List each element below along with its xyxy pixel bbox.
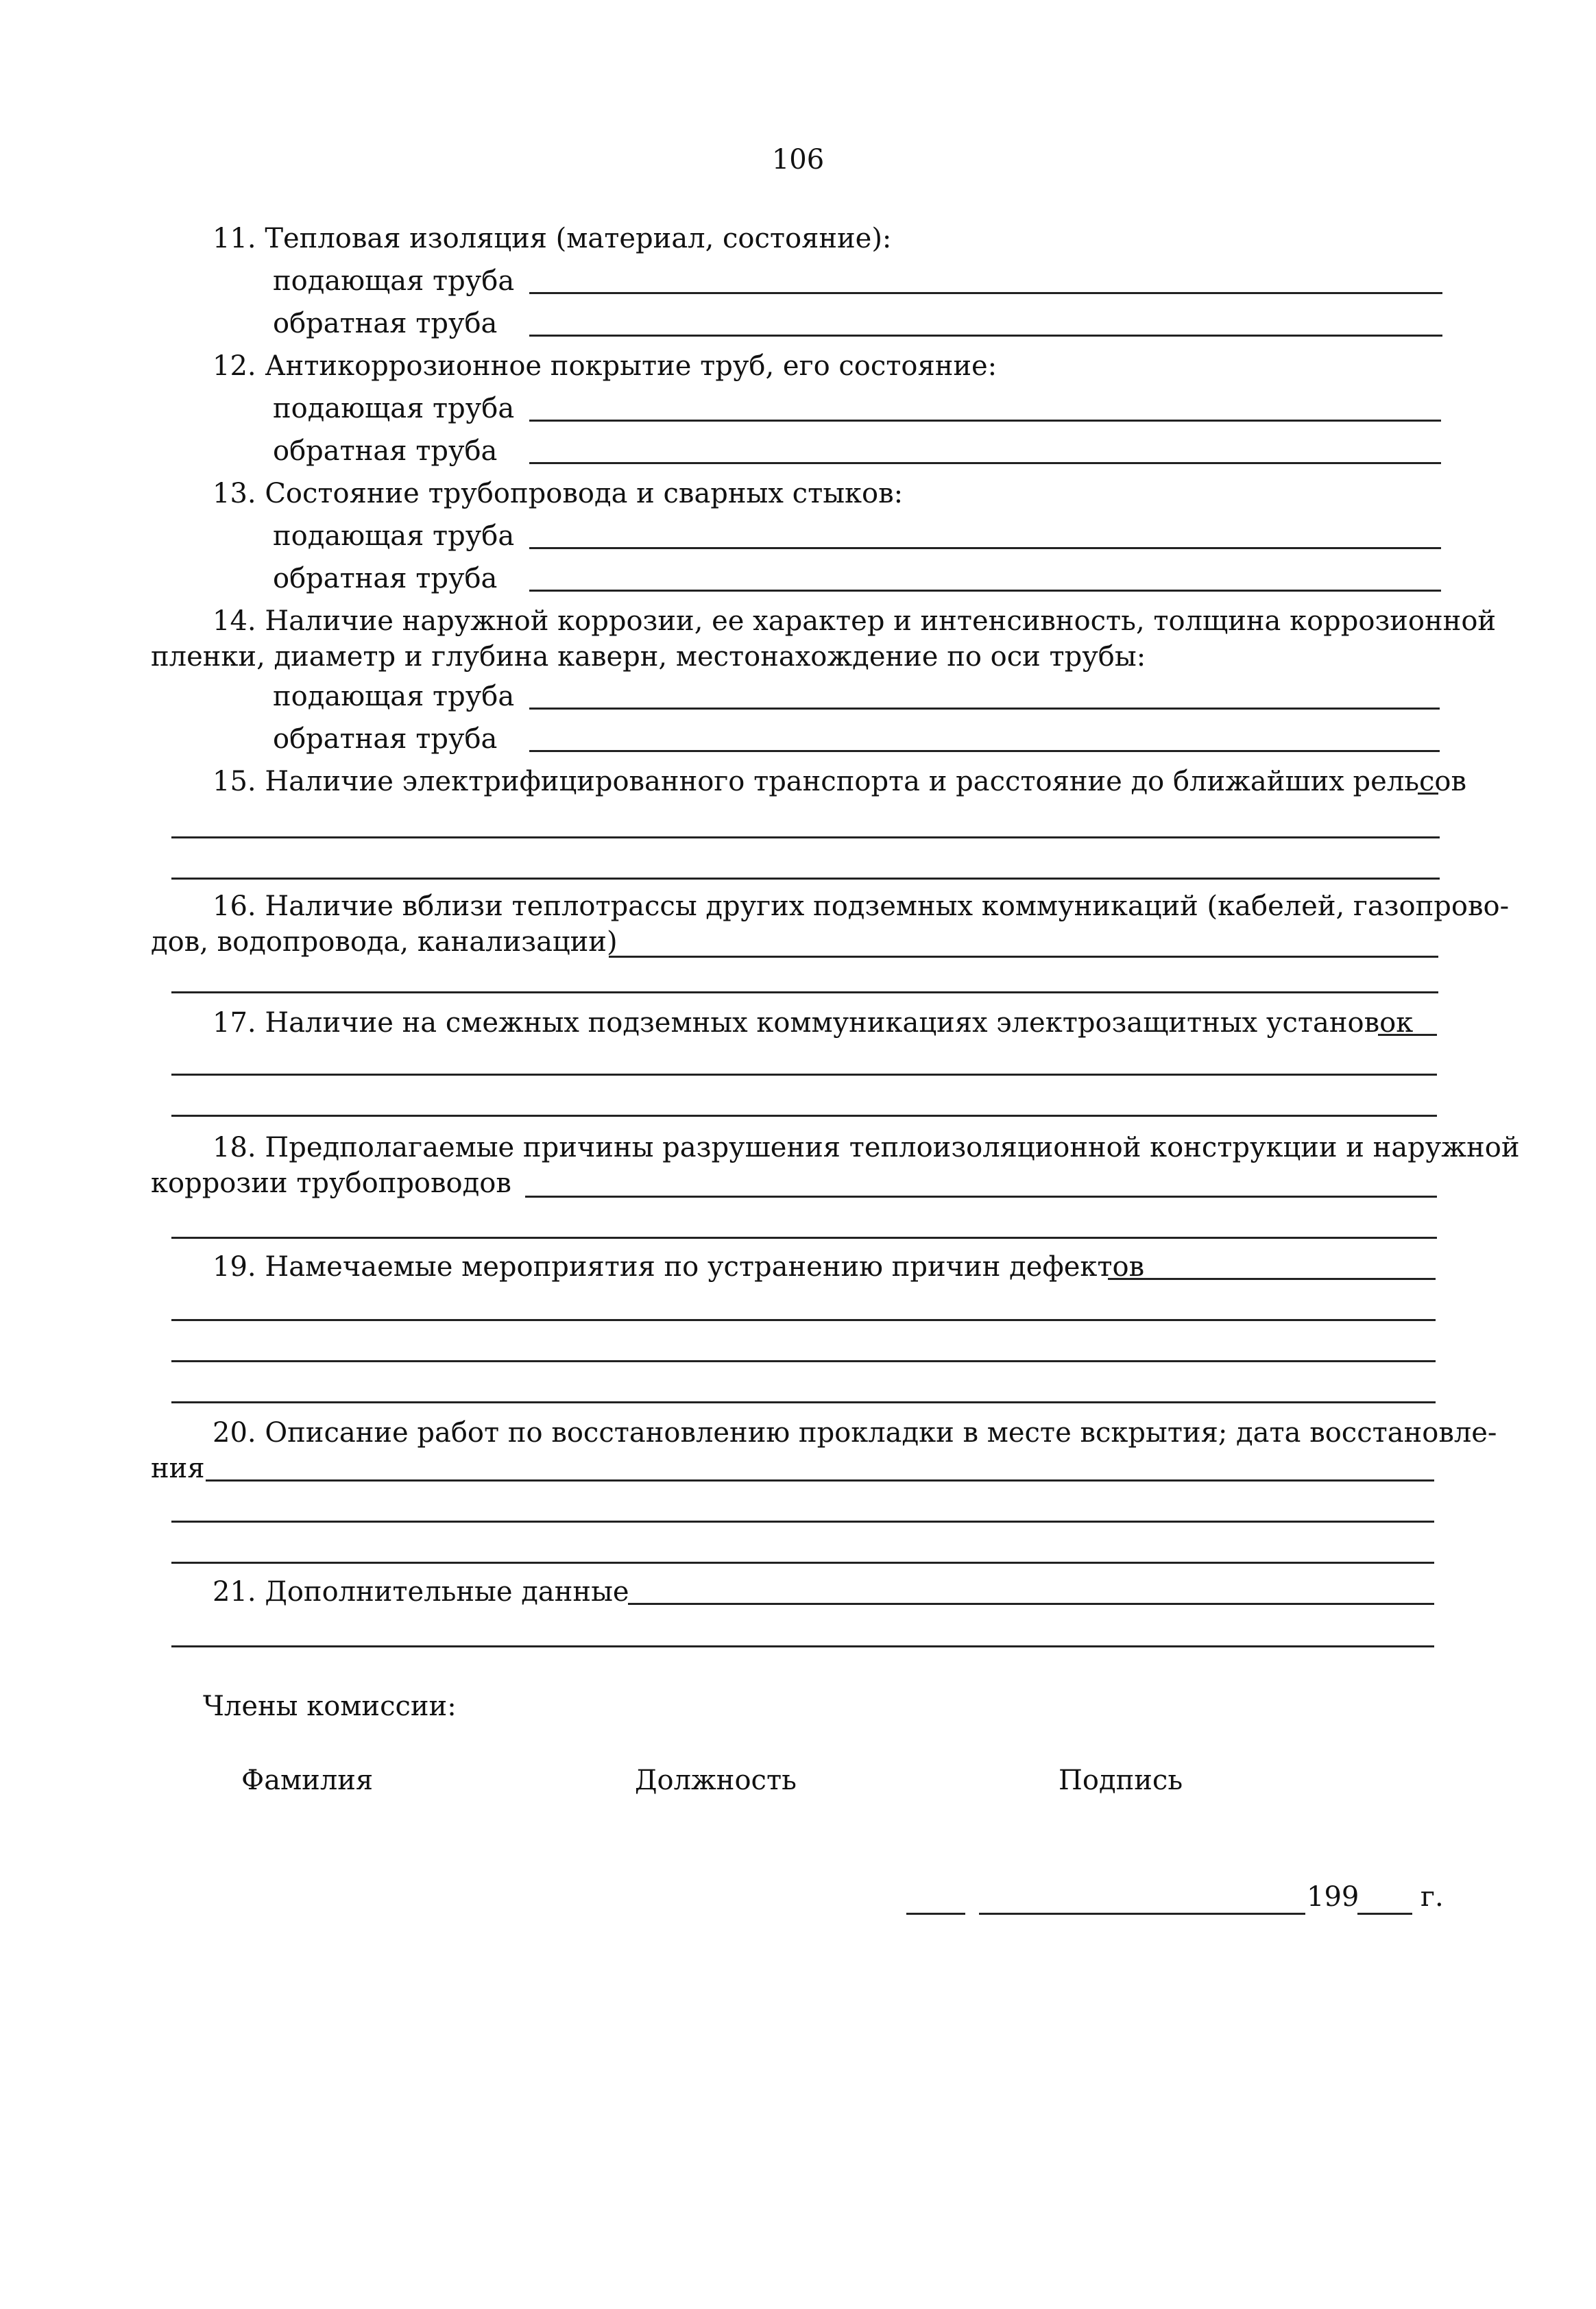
item-14-heading-cont: пленки, диаметр и глубина каверн, местонахождение по оси трубы:	[151, 641, 1146, 673]
item-15-heading: 15. Наличие электрифицированного транспорта и расстояние до ближайших рельсов	[213, 766, 1467, 797]
return-pipe-label: обратная труба	[273, 435, 498, 467]
return-pipe-label: обратная труба	[273, 308, 498, 339]
item-17-blank	[171, 1074, 1437, 1076]
surname-column-label: Фамилия	[241, 1765, 374, 1796]
item-12-return-blank	[529, 462, 1441, 464]
item-11-return-blank	[529, 335, 1442, 337]
item-20-blank	[171, 1521, 1434, 1523]
item-18-blank	[171, 1237, 1437, 1239]
item-18-inline-blank	[525, 1196, 1437, 1198]
item-21-blank	[171, 1645, 1434, 1647]
item-19-blank	[171, 1360, 1436, 1362]
item-13-supply-blank	[529, 547, 1441, 549]
supply-pipe-label: подающая труба	[273, 265, 515, 297]
date-month-blank	[979, 1913, 1305, 1915]
signature-column-label: Подпись	[1059, 1765, 1183, 1796]
item-16-inline-blank	[609, 956, 1438, 958]
item-13-return-blank	[529, 590, 1441, 592]
item-16-heading-cont: дов, водопровода, канализации)	[151, 926, 618, 958]
item-15-blank	[171, 878, 1440, 880]
position-column-label: Должность	[635, 1765, 797, 1796]
item-17-heading: 17. Наличие на смежных подземных коммуникациях электрозащитных установок	[213, 1007, 1414, 1039]
page-number: 106	[771, 144, 825, 176]
item-19-blank	[171, 1319, 1436, 1321]
item-11-heading: 11. Тепловая изоляция (материал, состояние):	[213, 223, 892, 254]
item-18-heading: 18. Предполагаемые причины разрушения теплоизоляционной конструкции и наружной	[213, 1132, 1520, 1163]
date-year-blank	[1357, 1913, 1412, 1915]
commission-title: Члены комиссии:	[203, 1691, 457, 1722]
item-16-heading: 16. Наличие вблизи теплотрассы других подземных коммуникаций (кабелей, газопрово-	[213, 891, 1510, 922]
supply-pipe-label: подающая труба	[273, 681, 515, 712]
item-17-blank	[171, 1115, 1437, 1117]
item-21-heading: 21. Дополнительные данные	[213, 1576, 629, 1608]
item-19-heading: 19. Намечаемые мероприятия по устранению причин дефектов	[213, 1251, 1145, 1283]
item-14-supply-blank	[529, 708, 1440, 710]
return-pipe-label: обратная труба	[273, 563, 498, 594]
item-12-heading: 12. Антикоррозионное покрытие труб, его состояние:	[213, 350, 998, 382]
item-11-supply-blank	[529, 292, 1442, 294]
item-13-heading: 13. Состояние трубопровода и сварных стыков:	[213, 478, 904, 509]
date-year-suffix: г.	[1420, 1881, 1444, 1913]
supply-pipe-label: подающая труба	[273, 393, 515, 424]
item-19-blank	[171, 1401, 1436, 1403]
item-17-inline-blank	[1378, 1034, 1437, 1036]
supply-pipe-label: подающая труба	[273, 520, 515, 552]
item-16-blank	[171, 991, 1438, 993]
item-20-heading-cont: ния	[151, 1453, 205, 1484]
date-year-prefix: 199	[1307, 1881, 1359, 1913]
item-15-blank	[171, 836, 1440, 838]
item-21-inline-blank	[628, 1603, 1434, 1605]
return-pipe-label: обратная труба	[273, 723, 498, 755]
item-20-heading: 20. Описание работ по восстановлению прокладки в месте вскрытия; дата восстановле-	[213, 1417, 1497, 1449]
item-20-inline-blank	[206, 1479, 1434, 1482]
date-day-blank	[906, 1913, 965, 1915]
item-14-heading: 14. Наличие наружной коррозии, ее характер и интенсивность, толщина коррозионной	[213, 605, 1497, 637]
item-20-blank	[171, 1562, 1434, 1564]
item-15-inline-blank	[1418, 793, 1438, 795]
item-18-heading-cont: коррозии трубопроводов	[151, 1168, 511, 1199]
item-14-return-blank	[529, 750, 1440, 752]
item-19-inline-blank	[1108, 1278, 1436, 1280]
item-12-supply-blank	[529, 420, 1441, 422]
